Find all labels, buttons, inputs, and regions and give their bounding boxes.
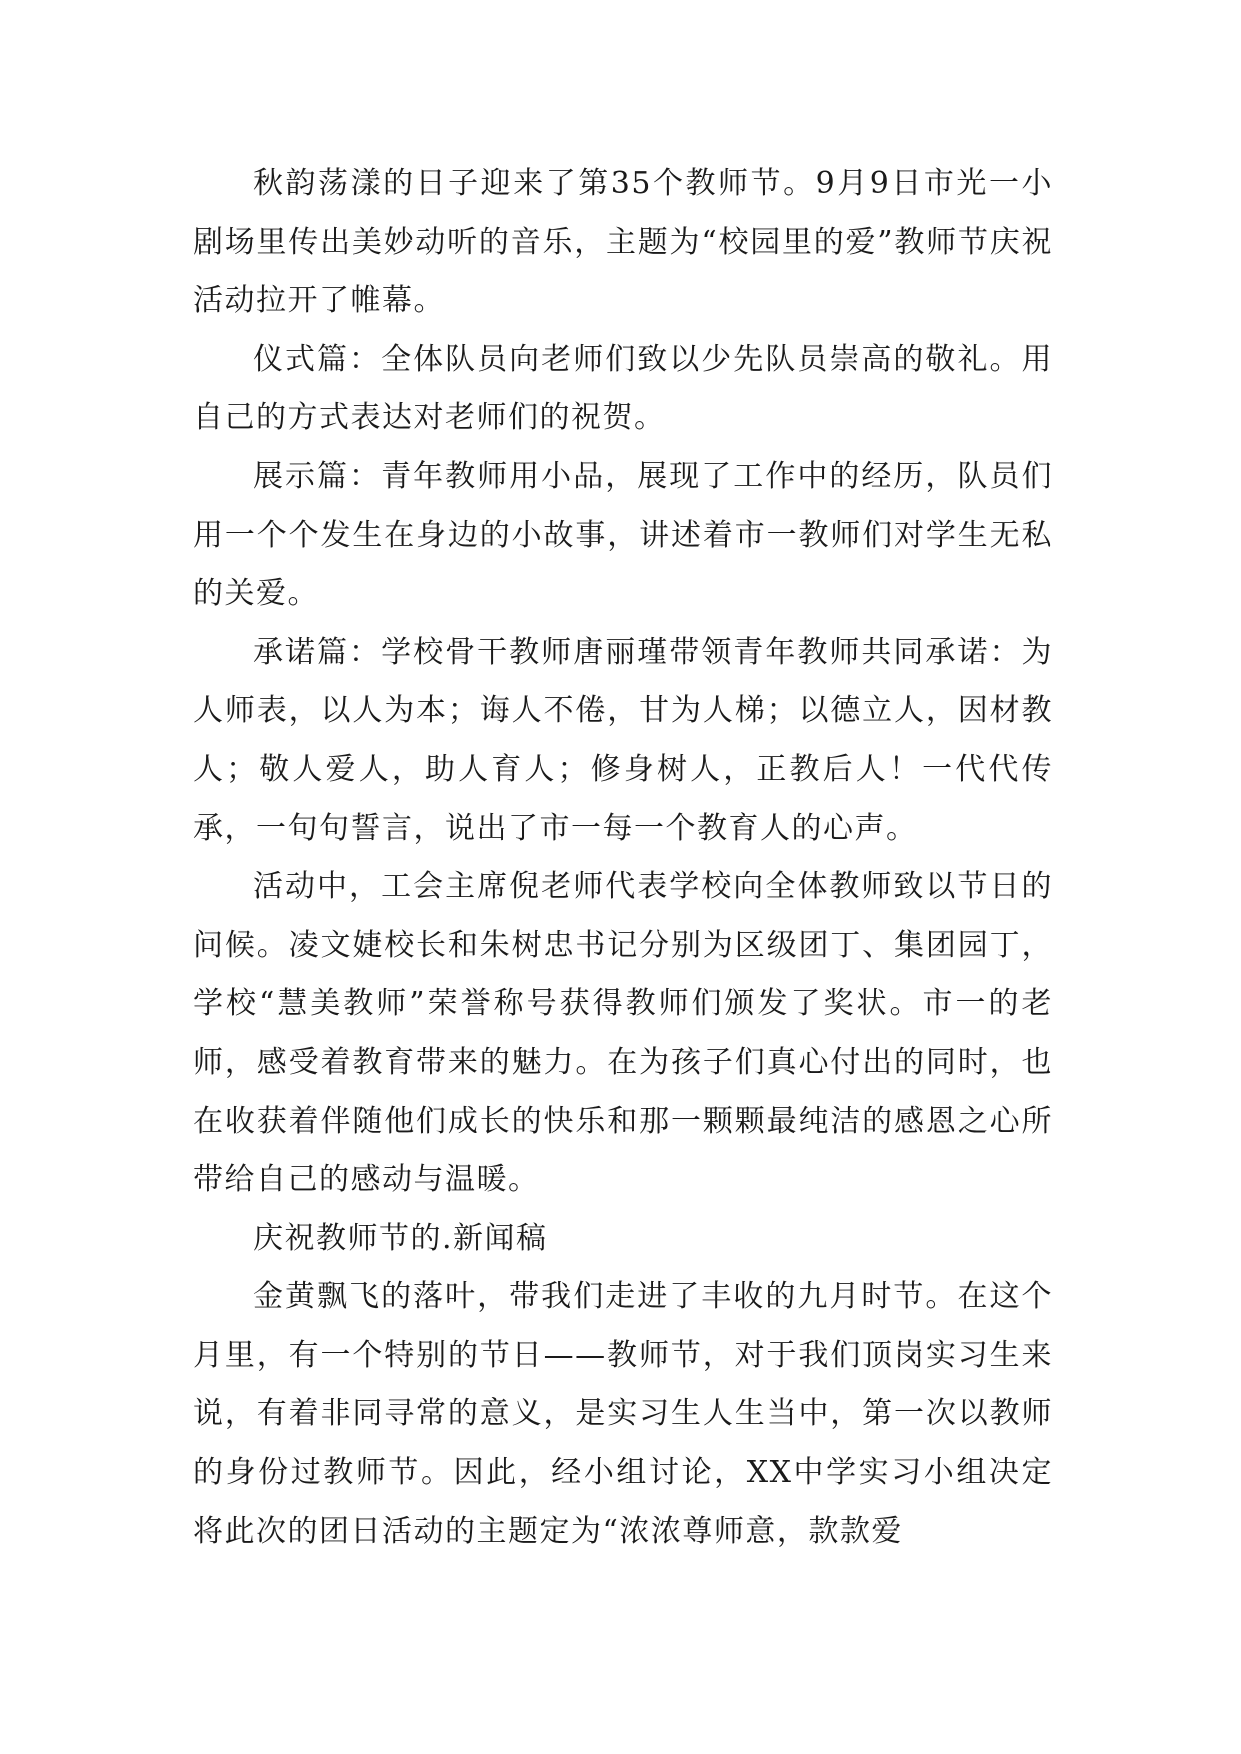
paragraph-ceremony: 仪式篇：全体队员向老师们致以少先队员崇高的敬礼。用自己的方式表达对老师们的祝贺。	[193, 341, 1053, 436]
paragraph-activity: 活动中，工会主席倪老师代表学校向全体教师致以节日的问候。凌文婕校长和朱树忠书记分别为区级团丁、集团园丁，学校“慧美教师”荣誉称号获得教师们颁发了奖状。市一的老师，感受着教育带来的魅力。在为孩子们真心付出的同时，也在收获着伴随他们成长的快乐和那一颗颗最纯洁的感恩之心所带给自己的感动与温暖。	[193, 869, 1053, 1198]
document-body	[193, 155, 1053, 1561]
paragraph-opening: 秋韵荡漾的日子迎来了第35个教师节。9月9日市光一小剧场里传出美妙动听的音乐，主题为“校园里的爱”教师节庆祝活动拉开了帷幕。	[193, 166, 1053, 319]
paragraph-pledge: 承诺篇：学校骨干教师唐丽瑾带领青年教师共同承诺：为人师表，以人为本；诲人不倦，甘为人梯；以德立人，因材教人；敬人爱人，助人育人；修身树人，正教后人！一代代传承，一句句誓言，说出了市一每一个教育人的心声。	[193, 634, 1053, 846]
paragraph-showcase: 展示篇：青年教师用小品，展现了工作中的经历，队员们用一个个发生在身边的小故事，讲述着市一教师们对学生无私的关爱。	[193, 458, 1053, 612]
paragraph-heading-news: 庆祝教师节的.新闻稿	[253, 1220, 548, 1256]
paragraph-news-intro: 金黄飘飞的落叶，带我们走进了丰收的九月时节。在这个月里，有一个特别的节日——教师节，对于我们顶岗实习生来说，有着非同寻常的意义，是实习生人生当中，第一次以教师的身份过教师节。因此，经小组讨论，XX中学实习小组决定将此次的团日活动的主题定为“浓浓尊师意，款款爱	[193, 1279, 1053, 1549]
